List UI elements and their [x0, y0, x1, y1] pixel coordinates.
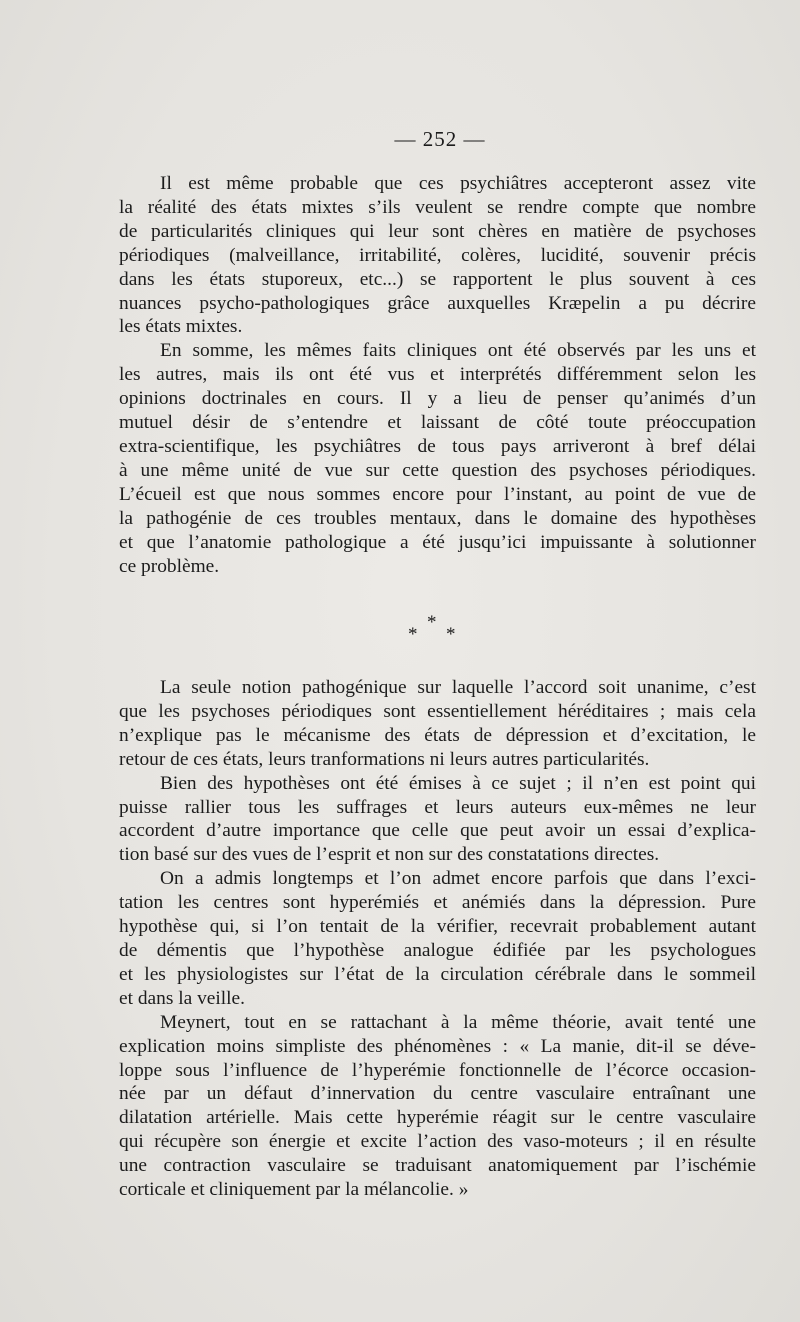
text-line: les autres, mais ils ont été vus et interprétés différemment selon les — [119, 364, 756, 386]
text-line: puisse rallier tous les suffrages et leurs auteurs eux-mêmes ne leur — [119, 796, 756, 818]
text-line: dans les états stuporeux, etc...) se rapportent le plus souvent à ces — [119, 268, 756, 290]
asterisk-top: * — [427, 612, 437, 633]
text-line: hypothèse qui, si l’on tentait de la vérifier, recevrait probablement autant — [119, 916, 756, 938]
text-line: dilatation artérielle. Mais cette hyperémie réagit sur le centre vasculaire — [119, 1107, 756, 1129]
text-line: qui récupère son énergie et excite l’action des vaso-moteurs ; il en résulte — [119, 1131, 756, 1153]
asterisk-left: * — [408, 624, 418, 645]
text-line: retour de ces états, leurs tranformations ni leurs autres particularités. — [119, 748, 650, 770]
text-line: n’explique pas le mécanisme des états de dépression et d’excitation, le — [119, 724, 756, 746]
page-number: — 252 — — [394, 127, 486, 151]
text-line: explication moins simpliste des phénomènes : « La manie, dit-il se déve- — [119, 1035, 756, 1057]
text-line: et que l’anatomie pathologique a été jusqu’ici impuissante à solutionner — [119, 531, 756, 553]
text-line: loppe sous l’influence de l’hyperémie fonctionnelle de l’écorce occasion- — [119, 1059, 756, 1081]
paragraph — [119, 1011, 756, 1202]
paragraph — [119, 172, 756, 339]
text-line: à une même unité de vue sur cette question des psychoses périodiques. — [119, 459, 756, 481]
paragraph — [119, 867, 756, 1010]
text-section-1 — [119, 172, 756, 578]
paragraph — [119, 772, 756, 868]
text-line: les états mixtes. — [119, 316, 243, 338]
text-line: de particularités cliniques qui leur sont chères en matière de psychoses — [119, 220, 756, 242]
text-line: la pathogénie de ces troubles mentaux, dans le domaine des hypothèses — [119, 507, 756, 529]
text-line: née par un défaut d’innervation du centre vasculaire entraînant une — [119, 1083, 756, 1105]
text-line: opinions doctrinales en cours. Il y a lieu de penser qu’animés d’un — [119, 388, 756, 410]
text-line: On a admis longtemps et l’on admet encore parfois que dans l’exci- — [160, 868, 756, 890]
text-line: de démentis que l’hypothèse analogue édifiée par les psychologues — [119, 939, 756, 961]
text-line: et dans la veille. — [119, 987, 245, 1009]
text-line: tation les centres sont hyperémiés et anémiés dans la dépression. Pure — [119, 892, 756, 914]
text-line: extra-scientifique, les psychiâtres de tous pays arriveront à bref délai — [119, 435, 756, 457]
text-line: accordent d’autre importance que celle que peut avoir un essai d’explica- — [119, 820, 756, 842]
text-line: La seule notion pathogénique sur laquelle l’accord soit unanime, c’est — [160, 677, 756, 698]
text-line: L’écueil est que nous sommes encore pour l’instant, au point de vue de — [119, 483, 756, 505]
text-line: nuances psycho-pathologiques grâce auxquelles Kræpelin a pu décrire — [119, 292, 756, 314]
text-line: Il est même probable que ces psychiâtres accepteront assez vite — [160, 173, 756, 194]
section-separator-asterism — [400, 612, 464, 648]
paragraph — [119, 676, 756, 772]
text-line: En somme, les mêmes faits cliniques ont été observés par les uns et — [160, 340, 756, 362]
asterisk-right: * — [446, 624, 456, 645]
text-line: périodiques (malveillance, irritabilité, colères, lucidité, souvenir précis — [119, 244, 756, 266]
paragraph — [119, 339, 756, 578]
text-line: corticale et cliniquement par la mélancolie. » — [119, 1179, 469, 1201]
text-line: mutuel désir de s’entendre et laissant de côté toute préoccupation — [119, 412, 756, 434]
text-line: Meynert, tout en se rattachant à la même théorie, avait tenté une — [160, 1011, 756, 1033]
text-line: ce problème. — [119, 555, 220, 577]
text-line: et les physiologistes sur l’état de la circulation cérébrale dans le sommeil — [119, 963, 756, 985]
text-line: Bien des hypothèses ont été émises à ce sujet ; il n’en est point qui — [160, 772, 756, 794]
text-section-2 — [119, 676, 756, 1202]
text-line: une contraction vasculaire se traduisant anatomiquement par l’ischémie — [119, 1155, 756, 1177]
text-line: la réalité des états mixtes s’ils veulent se rendre compte que nombre — [119, 196, 756, 218]
text-line: tion basé sur des vues de l’esprit et non sur des constatations directes. — [119, 844, 660, 866]
text-line: que les psychoses périodiques sont essentiellement héréditaires ; mais cela — [119, 700, 756, 722]
